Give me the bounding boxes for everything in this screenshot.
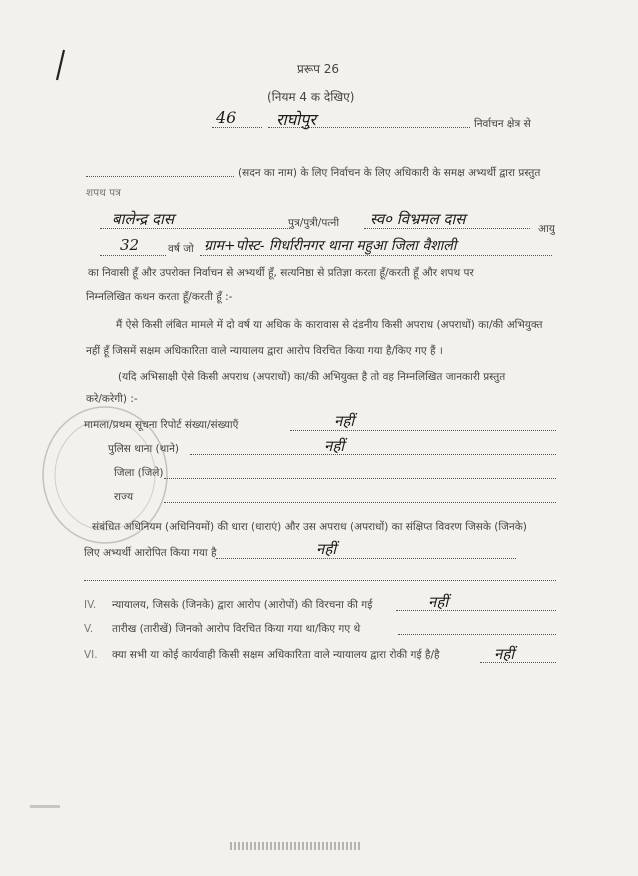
constituency-suffix: निर्वाचन क्षेत्र से [474, 118, 531, 130]
court-label: न्यायालय, जिसके (जिनके) द्वारा आरोप (आरोपों) की विरचना की गई [112, 599, 373, 611]
item-ii-label: पुलिस थाना (थाने) [108, 443, 180, 455]
clause-1-line-1: मैं ऐसे किसी लंबित मामले में दो वर्ष या अधिक के कारावास से दंडनीय किसी अपराध (अपराधों) का/की अभियुक्त [116, 319, 543, 331]
item-iv-label: राज्य [114, 491, 134, 503]
father-name: स्व० विभ्रमल दास [370, 210, 466, 228]
margin-stroke-mark [52, 48, 68, 84]
oath-line-1: का निवासी हूँ और उपरोक्त निर्वाचन से अभ्यर्थी हूँ, सत्यनिष्ठा से प्रतिज्ञा करता हूँ/करती हूँ और शपथ पर [88, 267, 474, 279]
house-name-line [86, 176, 234, 177]
item-i-value: नहीं [334, 412, 355, 430]
years-label: वर्ष जो [168, 243, 194, 255]
clause-2-line-1: (यदि अभिसाक्षी ऐसे किसी अपराध (अपराधों) का/की अभियुक्त है तो वह निम्नलिखित जानकारी प्रस्तुत [118, 371, 506, 383]
item-v-line-2: लिए अभ्यर्थी आरोपित किया गया है [84, 547, 217, 559]
item-ii-value: नहीं [324, 437, 345, 455]
clause-1-line-2: नहीं हूँ जिसमें सक्षम अधिकारिता वाले न्यायालय द्वारा आरोप विरचित किया गया है/किए गए हैं । [86, 345, 443, 357]
item-iii-label: जिला (जिले) [114, 467, 164, 479]
constituency-name: राघोपुर [276, 110, 316, 129]
scan-noise-bottom [230, 842, 360, 850]
proceedings-line [480, 662, 556, 663]
item-i-line [290, 430, 556, 431]
affidavit-prefix: शपथ पत्र [86, 187, 121, 199]
father-name-line [364, 228, 530, 229]
scan-noise-left [30, 805, 60, 808]
deponent-name-line [100, 228, 290, 229]
form-title: प्ररूप 26 [297, 62, 340, 76]
item-v-roman: V. [84, 623, 94, 635]
constituency-number: 46 [216, 108, 237, 127]
item-vi-roman: VI. [84, 649, 98, 661]
court-line [396, 610, 556, 611]
deponent-address: ग्राम+पोस्ट- गिर्धारीनगर थाना महुआ जिला वैशाली [204, 238, 457, 254]
item-v-value: नहीं [316, 540, 337, 558]
item-v-line [216, 558, 516, 559]
relation-label: पुत्र/पुत्री/पत्नी [288, 217, 340, 229]
date-label: तारीख (तारीखें) जिनको आरोप विरचित किया गया था/किए गए थे [112, 623, 361, 635]
item-v-continuation-line [84, 580, 556, 581]
date-line [398, 634, 556, 635]
constituency-number-line [212, 127, 262, 128]
rule-reference: (नियम 4 क देखिए) [267, 90, 355, 104]
age-label: आयु [538, 223, 555, 235]
oath-line-2: निम्नलिखित कथन करता हूँ/करती हूँ :- [86, 291, 233, 303]
age-line [100, 255, 166, 256]
deponent-name: बालेन्द्र दास [112, 210, 174, 228]
item-ii-line [190, 454, 556, 455]
address-line [200, 255, 552, 256]
constituency-name-line [268, 127, 470, 128]
proceedings-value: नहीं [494, 645, 515, 663]
item-i-label: मामला/प्रथम सूचना रिपोर्ट संख्या/संख्याएँ [84, 419, 239, 431]
item-iv-roman: IV. [84, 599, 97, 611]
deponent-age: 32 [120, 236, 140, 254]
item-iii-line [164, 478, 556, 479]
house-label: (सदन का नाम) के लिए निर्वाचन के लिए अधिकारी के समक्ष अभ्यर्थी द्वारा प्रस्तुत [238, 167, 541, 179]
item-v-line-1: संबंधित अधिनियम (अधिनियमों) की धारा (धाराएं) और उस अपराध (अपराधों) का संक्षिप्त विवरण जिसके (जिनके) [92, 521, 527, 533]
court-value: नहीं [428, 593, 449, 611]
clause-2-line-2: करे/करेगी) :- [86, 393, 138, 405]
proceedings-label: क्या सभी या कोई कार्यवाही किसी सक्षम अधिकारिता वाले न्यायालय द्वारा रोकी गई है/है [112, 649, 440, 661]
item-iv-line [164, 502, 556, 503]
